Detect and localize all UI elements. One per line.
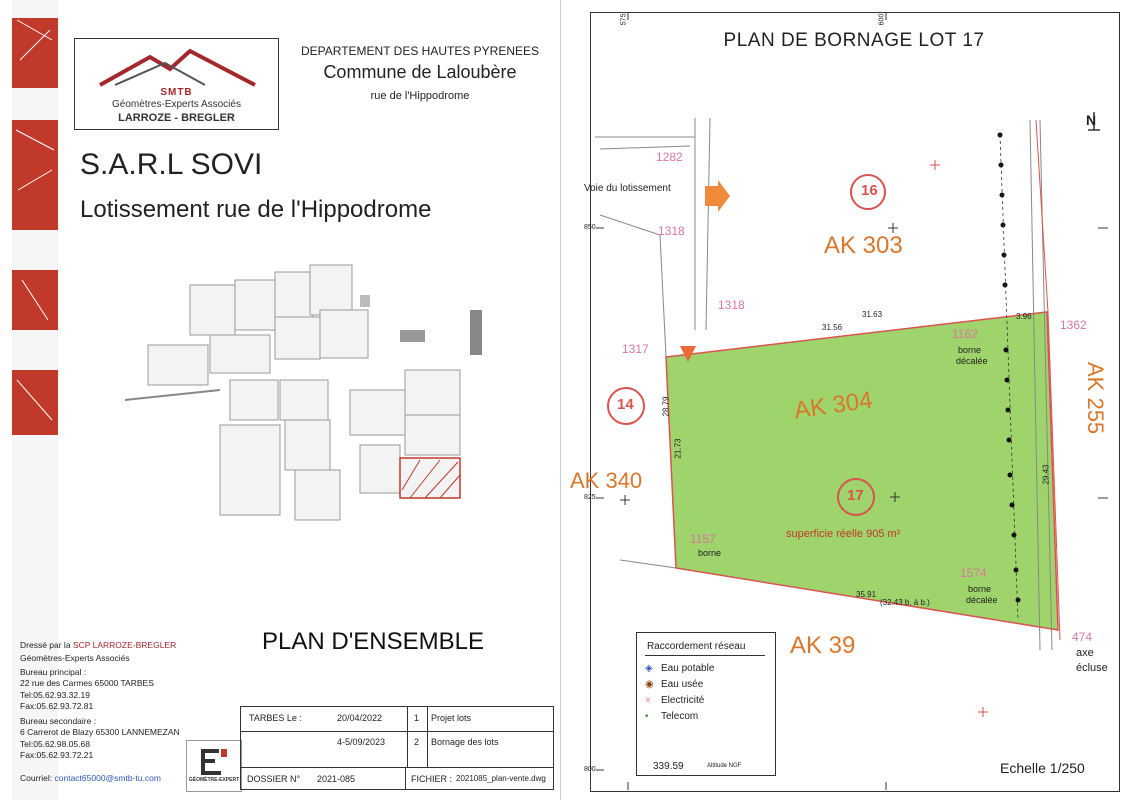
dossier-label: DOSSIER N° <box>247 774 301 784</box>
email-label: Courriel: <box>20 773 53 783</box>
wastewater-icon: ◉ <box>645 679 654 690</box>
main-office-fax: Fax:05.62.93.72.81 <box>20 701 94 711</box>
grid-y-850: 850 <box>584 224 596 231</box>
legend-alt-label: Altitude NGF <box>707 763 742 769</box>
logo-firm-type: Géomètres-Experts Associés <box>112 99 241 110</box>
revision-2-number: 2 <box>414 737 420 747</box>
point-1162: 1162 <box>952 327 978 341</box>
date-1: 20/04/2022 <box>337 713 383 723</box>
email-link[interactable]: contact65000@smtb-tu.com <box>54 773 161 783</box>
bornage-title: PLAN DE BORNAGE LOT 17 <box>723 30 985 51</box>
left-page <box>0 0 561 800</box>
dim-35-91: 35.91 <box>856 590 877 599</box>
point-1317: 1317 <box>622 342 649 356</box>
firm-drawn-prefix: Dressé par la <box>20 640 71 650</box>
telecom-icon: • <box>645 711 649 722</box>
point-1362: 1362 <box>1060 318 1087 332</box>
logo-partners: LARROZE - BREGLER <box>118 112 235 124</box>
note-axe: axe <box>1076 647 1094 659</box>
voie-label: Voie du lotissement <box>584 183 671 194</box>
legend-item: Eau potable <box>661 663 715 674</box>
firm-drawn-by <box>20 640 176 651</box>
dim-32-43: (32.43 b. à b.) <box>880 598 930 607</box>
grid-y-825: 825 <box>584 494 596 501</box>
parcel-ak39: AK 39 <box>790 632 856 659</box>
area-label: superficie réelle 905 m² <box>786 528 901 540</box>
commune: Commune de Laloubère <box>323 62 517 82</box>
note-borne: borne <box>698 548 722 558</box>
date-2: 4-5/09/2023 <box>337 737 386 747</box>
firm-email-line <box>20 773 161 784</box>
lot-17-polygon <box>666 312 1058 630</box>
dim-28-79: 28.79 <box>661 396 671 417</box>
street: rue de l'Hippodrome <box>370 90 470 102</box>
ge-logo-text: GÉOMÈTRE-EXPERT <box>188 777 240 783</box>
legend-title: Raccordement réseau <box>647 641 746 652</box>
parcel-ak304: AK 304 <box>792 386 875 425</box>
company-logo <box>74 38 279 130</box>
fichier-label: FICHIER : <box>411 774 453 784</box>
logo-name: SMTB <box>160 87 193 98</box>
legend-item: Eau usée <box>661 679 704 690</box>
point-1157: 1157 <box>690 532 716 546</box>
note-borne-decalee-1: borne <box>958 345 982 355</box>
second-office-tel: Tel:05.62.98.05.68 <box>20 739 90 749</box>
revision-1-desc: Projet lots <box>431 713 472 723</box>
dim-29-43: 29.43 <box>1041 464 1051 485</box>
note-borne-decalee-2: borne <box>968 584 992 594</box>
scale-label: Echelle 1/250 <box>1000 760 1085 776</box>
geometre-expert-logo <box>186 740 242 792</box>
project-name: Lotissement rue de l'Hippodrome <box>80 196 432 223</box>
revision-1-number: 1 <box>414 713 420 723</box>
main-office-label: Bureau principal : <box>20 667 87 677</box>
second-office-fax: Fax:05.62.93.72.21 <box>20 750 94 760</box>
dim-31-63: 31.63 <box>862 310 883 319</box>
firm-type: Géomètres-Experts Associés <box>20 653 130 663</box>
city-label: TARBES Le : <box>249 713 302 723</box>
point-474: 474 <box>1072 630 1093 644</box>
fichier-name: 2021085_plan-vente.dwg <box>456 774 546 783</box>
revision-table <box>240 706 554 790</box>
ge-logo-icon <box>199 745 229 775</box>
department: DEPARTEMENT DES HAUTES PYRENEES <box>300 44 540 58</box>
point-1282: 1282 <box>656 150 683 164</box>
lot-14-label: 14 <box>617 396 634 413</box>
parcel-ak340: AK 340 <box>570 468 643 493</box>
parcel-ak255: AK 255 <box>1083 362 1108 435</box>
strip-lines <box>12 0 58 440</box>
revision-2-desc: Bornage des lots <box>431 737 499 747</box>
lot-16-label: 16 <box>861 182 878 199</box>
grid-x-575-top: 575 <box>620 13 628 26</box>
second-office-label: Bureau secondaire : <box>20 716 97 726</box>
north-label: N <box>1086 112 1097 128</box>
second-office-address: 6 Carrerot de Blazy 65300 LANNEMEZAN <box>20 727 180 737</box>
dim-21-73: 21.73 <box>673 438 683 459</box>
grid-y-800: 800 <box>584 766 596 773</box>
subdivision-plan-thumbnail <box>120 250 520 540</box>
grid-x-600-top: 600 <box>878 13 886 26</box>
point-1318-b: 1318 <box>718 298 745 312</box>
legend-item: Telecom <box>661 711 699 722</box>
main-office-address: 22 rue des Carmes 65000 TARBES <box>20 678 154 688</box>
parcel-ak303: AK 303 <box>824 232 903 259</box>
mountain-logo-icon <box>95 45 260 93</box>
main-office-tel: Tel:05.62.93.32.19 <box>20 690 90 700</box>
note-borne-decalee-2b: décalée <box>966 595 998 605</box>
firm-drawn-name: SCP LARROZE-BREGLER <box>72 640 177 650</box>
point-1318-a: 1318 <box>658 224 685 238</box>
company-name: S.A.R.L SOVI <box>80 148 263 181</box>
point-1574: 1574 <box>960 566 987 580</box>
lot-17-label: 17 <box>847 487 864 504</box>
electricity-icon: × <box>645 695 651 706</box>
dim-3-96: 3.96 <box>1016 312 1032 321</box>
legend <box>636 632 776 776</box>
water-icon: ◈ <box>645 663 653 674</box>
dim-31-56: 31.56 <box>822 323 843 332</box>
note-borne-decalee-1b: décalée <box>956 356 988 366</box>
legend-item: Electricité <box>661 695 705 706</box>
plan-title: PLAN D'ENSEMBLE <box>262 628 484 655</box>
legend-alt-value: 339.59 <box>653 761 684 772</box>
dossier-number: 2021-085 <box>317 774 356 784</box>
note-ecluse: écluse <box>1076 662 1108 674</box>
